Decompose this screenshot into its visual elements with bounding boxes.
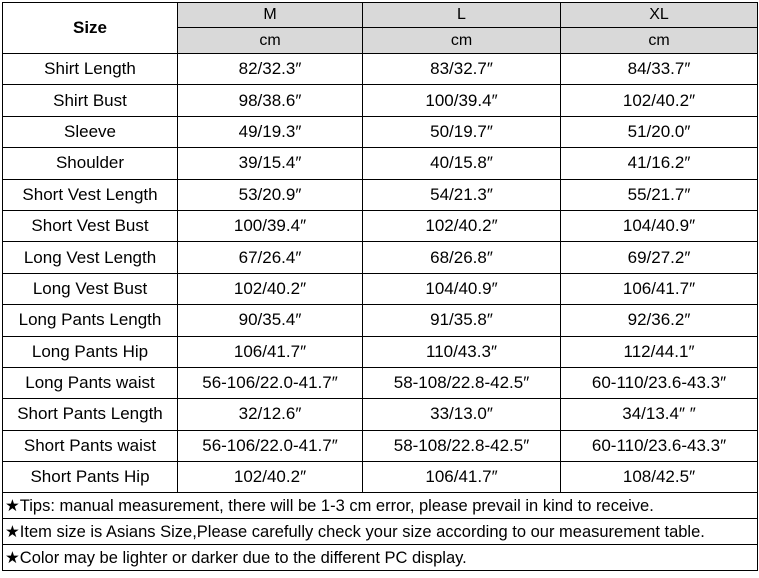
row-label: Sleeve — [3, 116, 178, 147]
row-label: Shoulder — [3, 148, 178, 179]
measurement-l: 68/26.8″ — [363, 242, 561, 273]
measurement-l: 54/21.3″ — [363, 179, 561, 210]
table-row — [3, 273, 758, 304]
size-header-label: Size — [3, 3, 178, 54]
measurement-l: 100/39.4″ — [363, 85, 561, 116]
row-label: Short Pants Length — [3, 399, 178, 430]
measurement-xl: 102/40.2″ — [561, 85, 758, 116]
table-row — [3, 116, 758, 147]
measurement-xl: 84/33.7″ — [561, 54, 758, 85]
table-row — [3, 242, 758, 273]
table-row — [3, 179, 758, 210]
measurement-m: 90/35.4″ — [178, 305, 363, 336]
row-label: Short Vest Length — [3, 179, 178, 210]
note-text: ★Color may be lighter or darker due to the different PC display. — [3, 545, 758, 571]
table-row — [3, 367, 758, 398]
measurement-m: 100/39.4″ — [178, 210, 363, 241]
table-row — [3, 85, 758, 116]
measurement-l: 110/43.3″ — [363, 336, 561, 367]
table-row — [3, 305, 758, 336]
size-chart — [2, 2, 757, 571]
size-table — [2, 2, 758, 571]
measurement-xl: 60-110/23.6-43.3″ — [561, 430, 758, 461]
measurement-m: 67/26.4″ — [178, 242, 363, 273]
measurement-xl: 92/36.2″ — [561, 305, 758, 336]
unit-l-header: cm — [363, 28, 561, 54]
measurement-xl: 108/42.5″ — [561, 462, 758, 493]
measurement-l: 106/41.7″ — [363, 462, 561, 493]
measurement-l: 83/32.7″ — [363, 54, 561, 85]
measurement-l: 104/40.9″ — [363, 273, 561, 304]
measurement-l: 102/40.2″ — [363, 210, 561, 241]
table-row — [3, 148, 758, 179]
measurement-m: 102/40.2″ — [178, 273, 363, 304]
header-size-row — [3, 3, 758, 28]
table-row — [3, 54, 758, 85]
note-text: ★Tips: manual measurement, there will be 1-3 cm error, please prevail in kind to receive. — [3, 493, 758, 519]
measurement-xl: 51/20.0″ — [561, 116, 758, 147]
row-label: Long Pants Length — [3, 305, 178, 336]
measurement-l: 40/15.8″ — [363, 148, 561, 179]
table-row — [3, 462, 758, 493]
row-label: Long Vest Length — [3, 242, 178, 273]
table-row — [3, 210, 758, 241]
measurement-xl: 112/44.1″ — [561, 336, 758, 367]
measurement-l: 33/13.0″ — [363, 399, 561, 430]
measurement-l: 91/35.8″ — [363, 305, 561, 336]
size-m-header: M — [178, 3, 363, 28]
note-text: ★Item size is Asians Size,Please carefully check your size according to our measurement table. — [3, 519, 758, 545]
measurement-m: 53/20.9″ — [178, 179, 363, 210]
row-label: Long Pants Hip — [3, 336, 178, 367]
unit-xl-header: cm — [561, 28, 758, 54]
table-row — [3, 399, 758, 430]
row-label: Short Pants Hip — [3, 462, 178, 493]
table-row — [3, 336, 758, 367]
size-xl-header: XL — [561, 3, 758, 28]
measurement-xl: 55/21.7″ — [561, 179, 758, 210]
measurement-m: 56-106/22.0-41.7″ — [178, 367, 363, 398]
measurement-xl: 104/40.9″ — [561, 210, 758, 241]
note-row — [3, 545, 758, 571]
row-label: Long Pants waist — [3, 367, 178, 398]
measurement-m: 106/41.7″ — [178, 336, 363, 367]
measurement-m: 49/19.3″ — [178, 116, 363, 147]
measurement-l: 50/19.7″ — [363, 116, 561, 147]
measurement-m: 56-106/22.0-41.7″ — [178, 430, 363, 461]
row-label: Shirt Bust — [3, 85, 178, 116]
measurement-xl: 60-110/23.6-43.3″ — [561, 367, 758, 398]
row-label: Short Vest Bust — [3, 210, 178, 241]
measurement-m: 39/15.4″ — [178, 148, 363, 179]
table-row — [3, 430, 758, 461]
measurement-m: 32/12.6″ — [178, 399, 363, 430]
measurement-xl: 69/27.2″ — [561, 242, 758, 273]
measurement-xl: 106/41.7″ — [561, 273, 758, 304]
measurement-m: 102/40.2″ — [178, 462, 363, 493]
measurement-xl: 41/16.2″ — [561, 148, 758, 179]
measurement-m: 98/38.6″ — [178, 85, 363, 116]
note-row — [3, 493, 758, 519]
row-label: Shirt Length — [3, 54, 178, 85]
measurement-m: 82/32.3″ — [178, 54, 363, 85]
unit-m-header: cm — [178, 28, 363, 54]
note-row — [3, 519, 758, 545]
measurement-l: 58-108/22.8-42.5″ — [363, 430, 561, 461]
measurement-l: 58-108/22.8-42.5″ — [363, 367, 561, 398]
row-label: Long Vest Bust — [3, 273, 178, 304]
row-label: Short Pants waist — [3, 430, 178, 461]
measurement-xl: 34/13.4″ ″ — [561, 399, 758, 430]
size-l-header: L — [363, 3, 561, 28]
